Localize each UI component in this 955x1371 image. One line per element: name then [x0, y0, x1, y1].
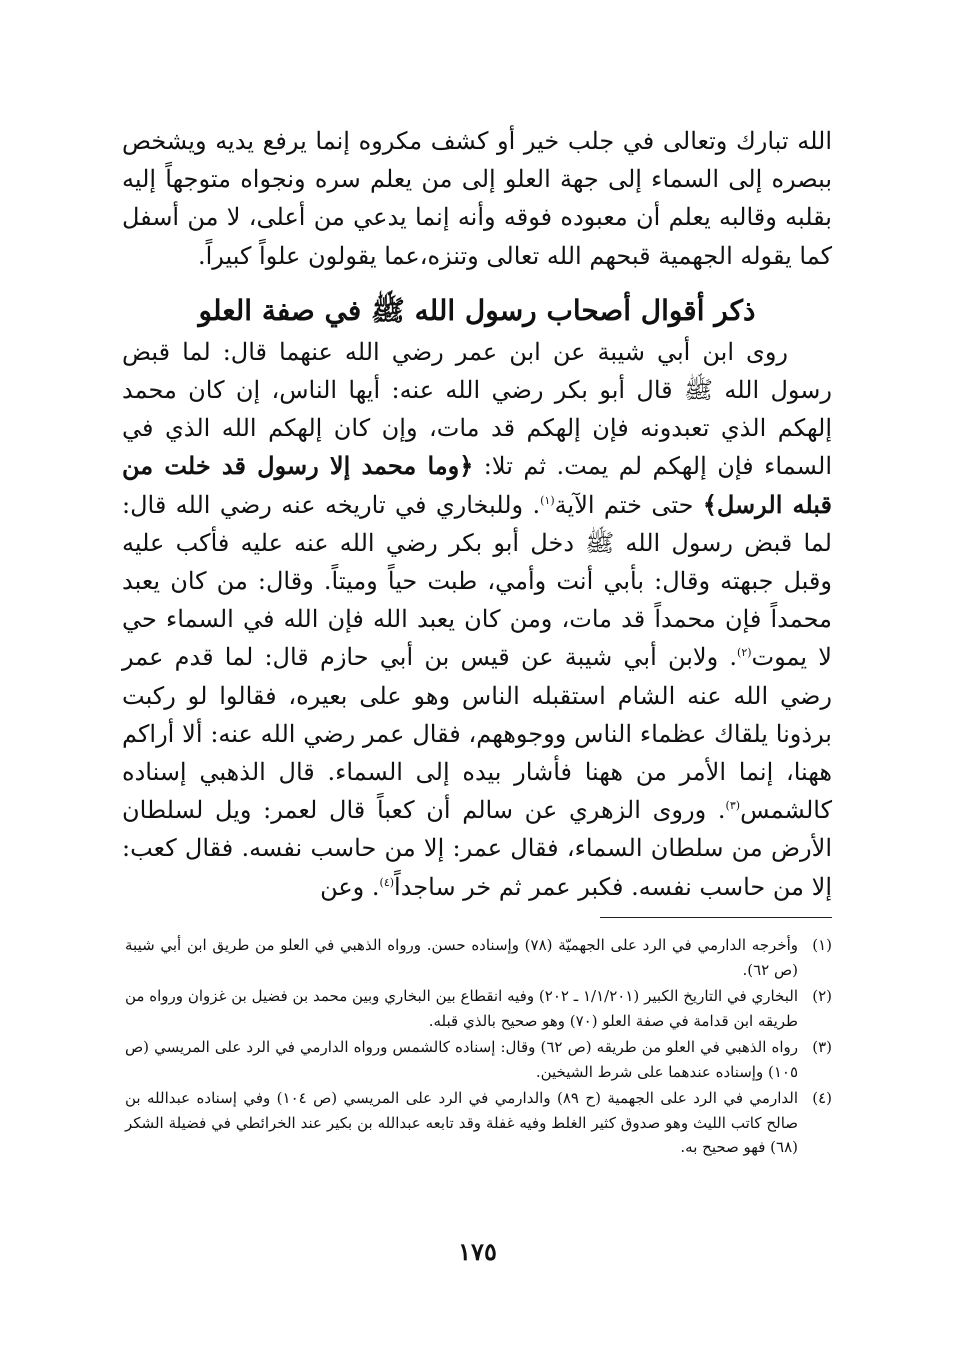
footnote-divider [600, 917, 832, 918]
footnote-ref-3[interactable]: (٣) [725, 799, 741, 813]
footnote-text: وأخرجه الدارمي في الرد على الجهميّة (٧٨) وإسناده حسن. ورواه الذهبي في العلو من طريق ابن أبي شيبة (ص ٦٢). [125, 936, 799, 979]
quran-verse: ﴿وما محمد إلا رسول قد خلت من قبله الرسل﴾ [122, 451, 833, 519]
narration-part-3: . وللبخاري في تاريخه عنه رضي الله قال: لما قبض رسول الله ﷺ دخل أبو بكر رضي الله عنه عليه فأكب عليه وقبل جبهته وقال: بأبي أنت وأمي، طبت حياً وميتاً. وقال: من كان يعبد محمداً فإن محمداً قد مات، ومن كان يعبد الله فإن الله في السماء حي لا يموت [122, 490, 832, 672]
main-text [122, 122, 832, 906]
section-title: ذكر أقوال أصحاب رسول الله ﷺ في صفة العلو [198, 293, 756, 327]
footnote-number: (١) [812, 936, 832, 954]
narration-part-6: . وعن [320, 872, 380, 901]
narration-paragraph [122, 333, 832, 906]
footnote-text: رواه الذهبي في العلو من طريقه (ص ٦٢) وقال: إسناده كالشمس ورواه الدارمي في الرد على المريسي (ص ١٠٥) وإسناده عندهما على شرط الشيخين. [125, 1038, 798, 1081]
footnote-item [125, 933, 832, 982]
page-number: ١٧٥ [458, 1237, 497, 1266]
footnote-number: (٣) [812, 1038, 832, 1056]
footnote-number: (٢) [812, 987, 832, 1005]
narration-part-4: . ولابن أبي شيبة عن قيس بن أبي حازم قال: لما قدم عمر رضي الله عنه الشام استقبله الناس وهو على بعيره، فقالوا لو ركبت برذونا يلقاك عظماء الناس ووجوههم، فقال عمر رضي الله عنه: ألا أراكم ههنا، إنما الأمر من ههنا فأشار بيده إلى السماء. قال الذهبي إسناده كالشمس [122, 643, 832, 825]
footnote-ref-1[interactable]: (١) [540, 493, 555, 507]
narration-part-1: روى ابن أبي شيبة عن ابن عمر رضي الله عنهما قال: لما قبض رسول الله ﷺ قال أبو بكر رضي الله عنه: أيها الناس، إن كان محمد إلهكم الذي تعبدونه فإن إلهكم قد مات، وإن كان إلهكم الله الذي في السماء فإن إلهكم لم يمت. ثم تلا: [122, 337, 832, 481]
footnotes [125, 933, 832, 1162]
footnote-number: (٤) [812, 1089, 832, 1107]
footnote-text: الدارمي في الرد على الجهمية (ح ٨٩) والدارمي في الرد على المريسي (ص ١٠٤) وفي إسناده عبدالله بن صالح كاتب الليث وهو صدوق كثير الغلط وفيه غفلة وقد تابعه عبدالله بن بكير عند الخرائطي في فضيلة الشكر (٦٨) فهو صحيح به. [125, 1089, 798, 1156]
narration-part-2: حتى ختم الآية [554, 490, 694, 519]
footnote-ref-2[interactable]: (٢) [737, 646, 752, 660]
footnote-text: البخاري في التاريخ الكبير (١/١/٢٠١ ـ ٢٠٢) وفيه انقطاع بين البخاري وبين محمد بن فضيل بن غزوان ورواه من طريقه ابن قدامة في صفة العلو (٧٠) وهو صحيح بالذي قبله. [125, 987, 799, 1030]
footnote-item [125, 1086, 832, 1160]
footnote-item [125, 1035, 832, 1084]
opening-paragraph: الله تبارك وتعالى في جلب خير أو كشف مكروه إنما يرفع يديه ويشخص ببصره إلى السماء إلى جهة العلو إلى من يعلم سره ونجواه متوجهاً إليه بقلبه وقالبه يعلم أن معبوده فوقه وأنه إنما يدعي من أعلى، لا من أسفل كما يقوله الجهمية قبحهم الله تعالى وتنزه،عما يقولون علواً كبيراً. [122, 127, 832, 270]
footnote-ref-4[interactable]: (٤) [379, 875, 395, 889]
footnote-item [125, 984, 832, 1033]
narration-part-5: . وروى الزهري عن سالم أن كعباً قال لعمر: ويل لسلطان الأرض من سلطان السماء، فقال عمر: إلا من حاسب نفسه. فقال كعب: إلا من حاسب نفسه. فكبر عمر ثم خر ساجداً [122, 796, 832, 901]
